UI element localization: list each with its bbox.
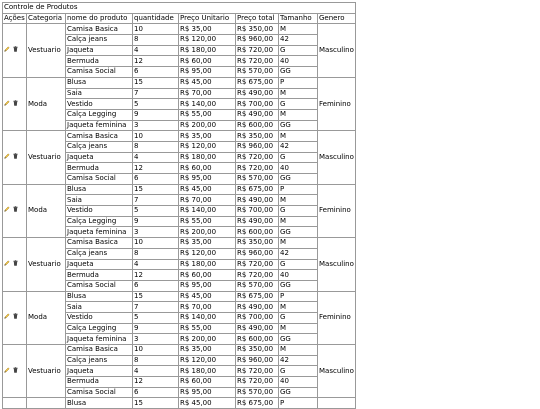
preco-total-cell: R$ 675,00 (236, 291, 279, 302)
quantidade-cell: 9 (133, 109, 179, 120)
preco-total-cell: R$ 600,00 (236, 227, 279, 238)
table-row (3, 184, 356, 195)
table-row (3, 398, 356, 409)
nome-cell: Jaqueta feminina (66, 334, 133, 345)
nome-cell: Vestido (66, 99, 133, 110)
preco-total-cell: R$ 720,00 (236, 259, 279, 270)
preco-unitario-cell: R$ 60,00 (179, 377, 236, 388)
preco-total-cell: R$ 570,00 (236, 387, 279, 398)
tamanho-cell: G (279, 206, 318, 217)
quantidade-cell: 5 (133, 206, 179, 217)
tamanho-cell: M (279, 24, 318, 35)
preco-unitario-cell: R$ 180,00 (179, 45, 236, 56)
preco-total-cell: R$ 350,00 (236, 24, 279, 35)
col-header-preco-unitario: Preço Unitario (179, 13, 236, 24)
preco-total-cell: R$ 490,00 (236, 216, 279, 227)
nome-cell: Saia (66, 195, 133, 206)
genero-cell: Feminino (318, 184, 356, 237)
tamanho-cell: GG (279, 227, 318, 238)
quantidade-cell: 6 (133, 280, 179, 291)
genero-cell: Masculino (318, 24, 356, 77)
preco-total-cell: R$ 490,00 (236, 195, 279, 206)
quantidade-cell: 7 (133, 302, 179, 313)
preco-unitario-cell: R$ 120,00 (179, 35, 236, 46)
preco-unitario-cell: R$ 60,00 (179, 56, 236, 67)
table-row (3, 77, 356, 88)
preco-unitario-cell: R$ 60,00 (179, 270, 236, 281)
categoria-cell: Moda (27, 184, 66, 237)
preco-unitario-cell: R$ 45,00 (179, 184, 236, 195)
tamanho-cell: GG (279, 120, 318, 131)
pencil-icon[interactable] (4, 313, 10, 319)
row-actions (3, 184, 27, 237)
col-header-categoria: Categoria (27, 13, 66, 24)
preco-total-cell: R$ 960,00 (236, 248, 279, 259)
preco-total-cell: R$ 600,00 (236, 334, 279, 345)
genero-cell: Masculino (318, 345, 356, 398)
preco-unitario-cell: R$ 180,00 (179, 259, 236, 270)
preco-total-cell: R$ 600,00 (236, 120, 279, 131)
pencil-icon[interactable] (4, 100, 10, 106)
preco-total-cell: R$ 675,00 (236, 184, 279, 195)
nome-cell: Blusa (66, 291, 133, 302)
quantidade-cell: 8 (133, 248, 179, 259)
tamanho-cell: 40 (279, 163, 318, 174)
tamanho-cell: 42 (279, 35, 318, 46)
tamanho-cell: M (279, 302, 318, 313)
preco-unitario-cell: R$ 35,00 (179, 345, 236, 356)
nome-cell: Camisa Basica (66, 238, 133, 249)
tamanho-cell: M (279, 131, 318, 142)
preco-total-cell: R$ 350,00 (236, 238, 279, 249)
preco-unitario-cell: R$ 45,00 (179, 291, 236, 302)
col-header-preco-total: Preço total (236, 13, 279, 24)
preco-unitario-cell: R$ 95,00 (179, 280, 236, 291)
preco-total-cell: R$ 570,00 (236, 280, 279, 291)
preco-total-cell: R$ 700,00 (236, 206, 279, 217)
nome-cell: Blusa (66, 398, 133, 409)
preco-total-cell: R$ 350,00 (236, 345, 279, 356)
nome-cell: Jaqueta (66, 152, 133, 163)
nome-cell: Jaqueta (66, 366, 133, 377)
preco-total-cell: R$ 960,00 (236, 141, 279, 152)
quantidade-cell: 7 (133, 88, 179, 99)
row-actions (3, 77, 27, 130)
quantidade-cell: 7 (133, 195, 179, 206)
table-row (3, 131, 356, 142)
quantidade-cell: 4 (133, 366, 179, 377)
categoria-cell: Vestuario (27, 238, 66, 291)
table-row (3, 291, 356, 302)
preco-unitario-cell: R$ 180,00 (179, 366, 236, 377)
nome-cell: Calça Legging (66, 323, 133, 334)
tamanho-cell: M (279, 238, 318, 249)
nome-cell: Blusa (66, 184, 133, 195)
nome-cell: Calça Legging (66, 216, 133, 227)
preco-total-cell: R$ 490,00 (236, 109, 279, 120)
table-row (3, 238, 356, 249)
row-actions (3, 345, 27, 398)
preco-unitario-cell: R$ 200,00 (179, 334, 236, 345)
genero-cell: Masculino (318, 131, 356, 184)
preco-unitario-cell: R$ 55,00 (179, 216, 236, 227)
quantidade-cell: 5 (133, 312, 179, 323)
nome-cell: Jaqueta feminina (66, 227, 133, 238)
preco-total-cell: R$ 675,00 (236, 77, 279, 88)
preco-unitario-cell: R$ 95,00 (179, 387, 236, 398)
trash-icon[interactable] (13, 46, 18, 52)
preco-total-cell: R$ 490,00 (236, 302, 279, 313)
nome-cell: Saia (66, 88, 133, 99)
quantidade-cell: 10 (133, 131, 179, 142)
preco-total-cell: R$ 720,00 (236, 56, 279, 67)
tamanho-cell: M (279, 109, 318, 120)
preco-total-cell: R$ 570,00 (236, 67, 279, 78)
tamanho-cell: GG (279, 174, 318, 185)
nome-cell: Jaqueta feminina (66, 120, 133, 131)
preco-unitario-cell: R$ 95,00 (179, 174, 236, 185)
tamanho-cell: P (279, 398, 318, 409)
categoria-cell: Moda (27, 291, 66, 344)
quantidade-cell: 9 (133, 216, 179, 227)
preco-unitario-cell: R$ 140,00 (179, 99, 236, 110)
nome-cell: Saia (66, 302, 133, 313)
tamanho-cell: GG (279, 67, 318, 78)
preco-unitario-cell: R$ 120,00 (179, 248, 236, 259)
nome-cell: Jaqueta (66, 259, 133, 270)
preco-unitario-cell: R$ 70,00 (179, 88, 236, 99)
nome-cell: Camisa Basica (66, 345, 133, 356)
preco-unitario-cell: R$ 60,00 (179, 163, 236, 174)
quantidade-cell: 8 (133, 355, 179, 366)
quantidade-cell: 9 (133, 323, 179, 334)
tamanho-cell: G (279, 152, 318, 163)
tamanho-cell: P (279, 184, 318, 195)
genero-cell: Feminino (318, 77, 356, 130)
preco-unitario-cell: R$ 45,00 (179, 398, 236, 409)
quantidade-cell: 4 (133, 45, 179, 56)
preco-total-cell: R$ 960,00 (236, 355, 279, 366)
preco-unitario-cell: R$ 35,00 (179, 24, 236, 35)
preco-total-cell: R$ 700,00 (236, 312, 279, 323)
preco-unitario-cell: R$ 120,00 (179, 141, 236, 152)
col-header-tamanho: Tamanho (279, 13, 318, 24)
quantidade-cell: 12 (133, 163, 179, 174)
quantidade-cell: 8 (133, 35, 179, 46)
quantidade-cell: 15 (133, 398, 179, 409)
preco-total-cell: R$ 960,00 (236, 35, 279, 46)
preco-total-cell: R$ 700,00 (236, 99, 279, 110)
tamanho-cell: P (279, 77, 318, 88)
categoria-cell: Vestuario (27, 24, 66, 77)
quantidade-cell: 15 (133, 77, 179, 88)
table-row (3, 24, 356, 35)
nome-cell: Blusa (66, 77, 133, 88)
quantidade-cell: 6 (133, 174, 179, 185)
trash-icon[interactable] (13, 260, 18, 266)
row-actions (3, 291, 27, 344)
trash-icon[interactable] (13, 367, 18, 373)
tamanho-cell: M (279, 323, 318, 334)
preco-total-cell: R$ 720,00 (236, 366, 279, 377)
row-actions (3, 238, 27, 291)
pencil-icon[interactable] (4, 206, 10, 212)
tamanho-cell: G (279, 45, 318, 56)
nome-cell: Bermuda (66, 163, 133, 174)
preco-unitario-cell: R$ 120,00 (179, 355, 236, 366)
tamanho-cell: P (279, 291, 318, 302)
preco-total-cell: R$ 490,00 (236, 323, 279, 334)
trash-icon[interactable] (13, 153, 18, 159)
quantidade-cell: 3 (133, 227, 179, 238)
preco-unitario-cell: R$ 200,00 (179, 120, 236, 131)
nome-cell: Camisa Social (66, 174, 133, 185)
genero-cell: Masculino (318, 238, 356, 291)
preco-unitario-cell: R$ 70,00 (179, 195, 236, 206)
quantidade-cell: 12 (133, 270, 179, 281)
nome-cell: Camisa Basica (66, 131, 133, 142)
table-body (3, 24, 356, 409)
quantidade-cell: 5 (133, 99, 179, 110)
genero-cell (318, 398, 356, 409)
preco-unitario-cell: R$ 180,00 (179, 152, 236, 163)
tamanho-cell: G (279, 312, 318, 323)
tamanho-cell: 40 (279, 377, 318, 388)
tamanho-cell: G (279, 366, 318, 377)
trash-icon[interactable] (13, 313, 18, 319)
preco-unitario-cell: R$ 140,00 (179, 312, 236, 323)
pencil-icon[interactable] (4, 46, 10, 52)
nome-cell: Calça Legging (66, 109, 133, 120)
tamanho-cell: G (279, 259, 318, 270)
col-header-genero: Genero (318, 13, 356, 24)
preco-unitario-cell: R$ 35,00 (179, 131, 236, 142)
genero-cell: Feminino (318, 291, 356, 344)
preco-unitario-cell: R$ 55,00 (179, 323, 236, 334)
quantidade-cell: 12 (133, 56, 179, 67)
quantidade-cell: 4 (133, 152, 179, 163)
nome-cell: Vestido (66, 312, 133, 323)
tamanho-cell: M (279, 216, 318, 227)
quantidade-cell: 10 (133, 345, 179, 356)
preco-total-cell: R$ 720,00 (236, 270, 279, 281)
tamanho-cell: G (279, 99, 318, 110)
categoria-cell (27, 398, 66, 409)
table-row (3, 345, 356, 356)
preco-unitario-cell: R$ 45,00 (179, 77, 236, 88)
preco-unitario-cell: R$ 55,00 (179, 109, 236, 120)
tamanho-cell: M (279, 195, 318, 206)
row-actions (3, 24, 27, 77)
nome-cell: Calça jeans (66, 141, 133, 152)
tamanho-cell: 42 (279, 248, 318, 259)
pencil-icon[interactable] (4, 260, 10, 266)
nome-cell: Bermuda (66, 270, 133, 281)
trash-icon[interactable] (13, 206, 18, 212)
row-actions (3, 131, 27, 184)
tamanho-cell: 42 (279, 141, 318, 152)
preco-unitario-cell: R$ 140,00 (179, 206, 236, 217)
quantidade-cell: 12 (133, 377, 179, 388)
preco-total-cell: R$ 350,00 (236, 131, 279, 142)
quantidade-cell: 8 (133, 141, 179, 152)
quantidade-cell: 3 (133, 334, 179, 345)
tamanho-cell: GG (279, 334, 318, 345)
nome-cell: Camisa Social (66, 67, 133, 78)
quantidade-cell: 10 (133, 24, 179, 35)
nome-cell: Camisa Social (66, 280, 133, 291)
preco-total-cell: R$ 720,00 (236, 45, 279, 56)
nome-cell: Bermuda (66, 377, 133, 388)
preco-unitario-cell: R$ 95,00 (179, 67, 236, 78)
nome-cell: Jaqueta (66, 45, 133, 56)
nome-cell: Calça jeans (66, 248, 133, 259)
table-title: Controle de Produtos (3, 3, 356, 14)
preco-total-cell: R$ 490,00 (236, 88, 279, 99)
preco-unitario-cell: R$ 200,00 (179, 227, 236, 238)
col-header-nome: nome do produto (66, 13, 133, 24)
categoria-cell: Moda (27, 77, 66, 130)
row-actions (3, 398, 27, 409)
tamanho-cell: M (279, 88, 318, 99)
tamanho-cell: 42 (279, 355, 318, 366)
pencil-icon[interactable] (4, 367, 10, 373)
nome-cell: Calça jeans (66, 35, 133, 46)
preco-total-cell: R$ 720,00 (236, 152, 279, 163)
header-row (3, 13, 356, 24)
tamanho-cell: M (279, 345, 318, 356)
nome-cell: Calça jeans (66, 355, 133, 366)
quantidade-cell: 4 (133, 259, 179, 270)
tamanho-cell: GG (279, 280, 318, 291)
nome-cell: Vestido (66, 206, 133, 217)
quantidade-cell: 6 (133, 67, 179, 78)
preco-unitario-cell: R$ 35,00 (179, 238, 236, 249)
nome-cell: Camisa Social (66, 387, 133, 398)
preco-total-cell: R$ 720,00 (236, 377, 279, 388)
quantidade-cell: 3 (133, 120, 179, 131)
trash-icon[interactable] (13, 100, 18, 106)
preco-total-cell: R$ 720,00 (236, 163, 279, 174)
nome-cell: Camisa Basica (66, 24, 133, 35)
quantidade-cell: 15 (133, 291, 179, 302)
tamanho-cell: 40 (279, 270, 318, 281)
preco-unitario-cell: R$ 70,00 (179, 302, 236, 313)
nome-cell: Bermuda (66, 56, 133, 67)
preco-total-cell: R$ 675,00 (236, 398, 279, 409)
col-header-acoes: Ações (4, 14, 25, 23)
quantidade-cell: 6 (133, 387, 179, 398)
quantidade-cell: 15 (133, 184, 179, 195)
tamanho-cell: GG (279, 387, 318, 398)
products-table (2, 2, 356, 409)
col-header-quantidade: quantidade (133, 13, 179, 24)
pencil-icon[interactable] (4, 153, 10, 159)
quantidade-cell: 10 (133, 238, 179, 249)
tamanho-cell: 40 (279, 56, 318, 67)
preco-total-cell: R$ 570,00 (236, 174, 279, 185)
categoria-cell: Vestuario (27, 131, 66, 184)
categoria-cell: Vestuario (27, 345, 66, 398)
